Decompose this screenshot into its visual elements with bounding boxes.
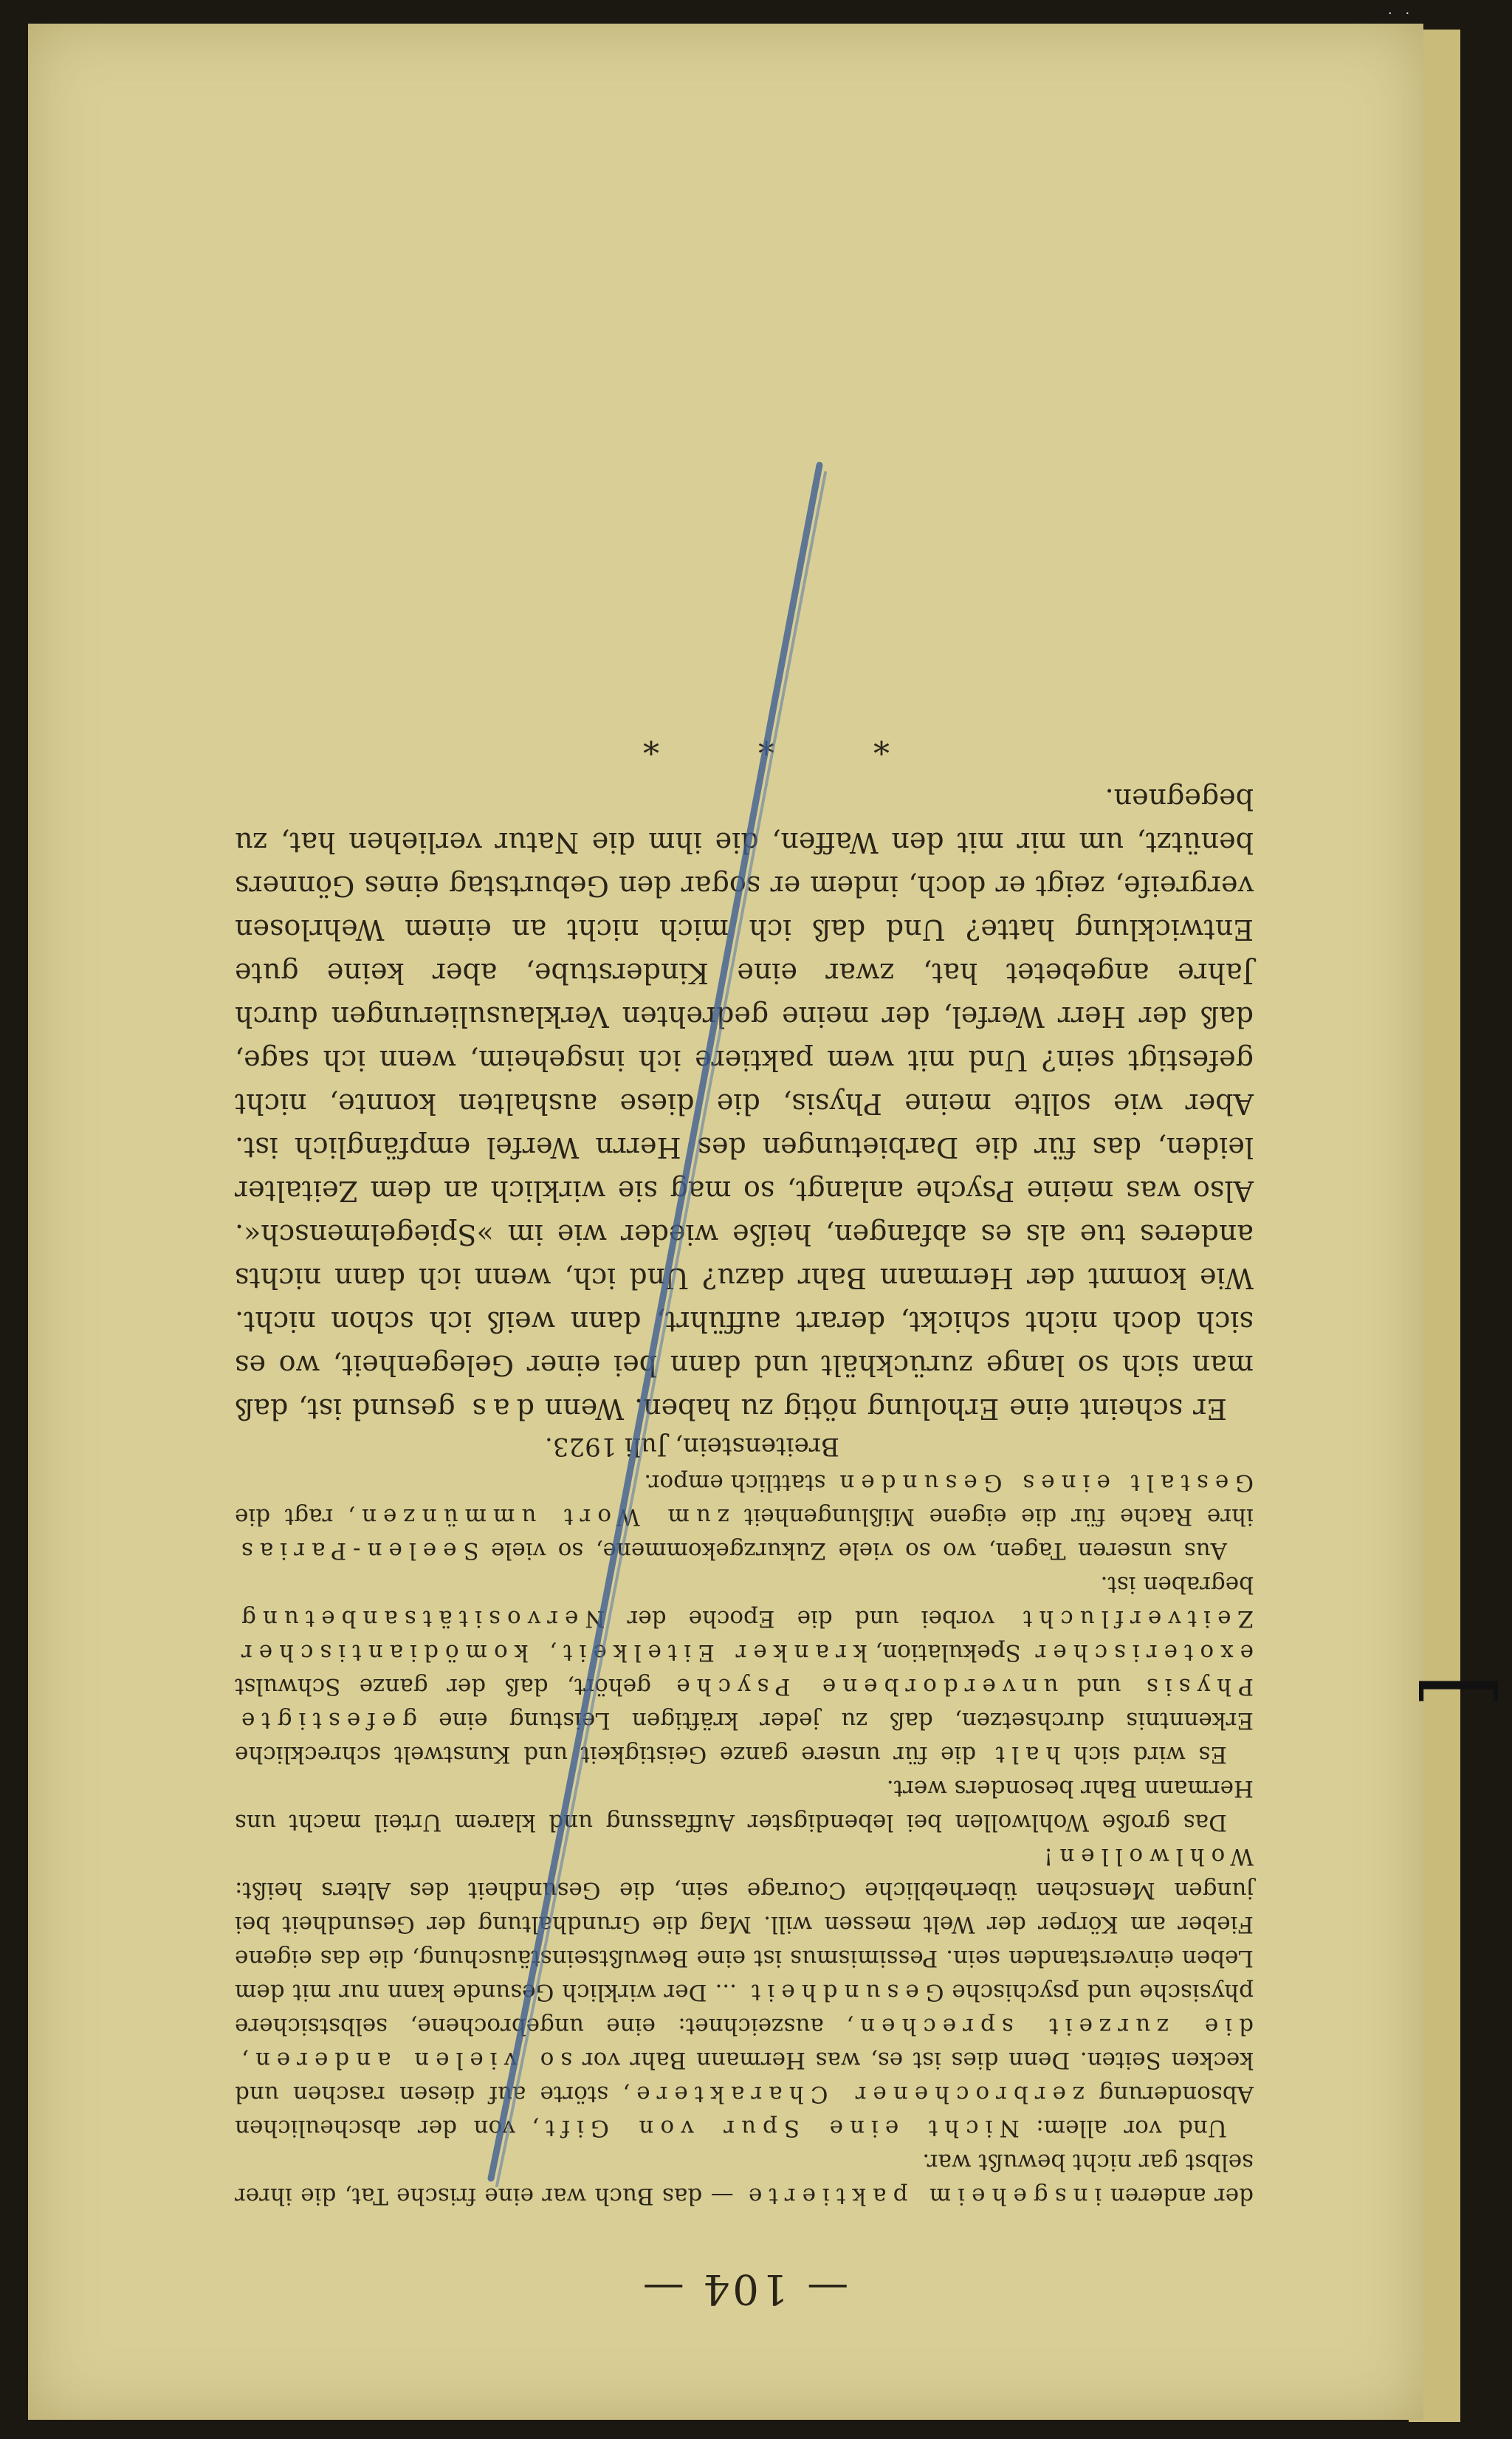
text-run: die für unsere ganze Geistigkeit und Kunstwelt schreckliche Erkenntnis durchsetzen, daß zu jeder kräftigen Leistung eine xyxy=(235,1707,1254,1768)
spaced-emphasis: Seelen-Parias xyxy=(235,1537,479,1564)
text-run: stattlich empor. xyxy=(644,1469,834,1496)
text-run: gehört, daß der ganze Schwulst xyxy=(235,1673,670,1700)
small-type-block xyxy=(235,1466,1254,2213)
upside-down-content xyxy=(28,24,1423,2420)
spaced-emphasis: das xyxy=(465,1393,535,1425)
large-type-block xyxy=(235,777,1254,1430)
corner-mark: · · xyxy=(1388,6,1415,21)
text-run: , von der abscheulichen Absonderung xyxy=(235,2081,1254,2141)
paragraph-5 xyxy=(235,1466,1254,1568)
spaced-emphasis: Wohlwollen xyxy=(1053,1843,1254,1870)
text-run: vorbei und die Epoche der xyxy=(605,1605,1017,1632)
paragraph-main xyxy=(235,777,1254,1430)
text-run: Spekulation, xyxy=(867,1639,1029,1666)
text-run: Das große Wohlwollen bei lebendigster Auffassung und klarem Urteil macht uns Hermann Bahr besonders wert. xyxy=(235,1775,1254,1836)
text-run: ! xyxy=(1043,1843,1054,1870)
spaced-emphasis: Nicht eine Spur von Gift xyxy=(539,2115,1020,2141)
section-stars: * * * xyxy=(599,723,890,761)
spaced-emphasis: halt xyxy=(989,1741,1061,1768)
spaced-emphasis: unverdorbene Psyche xyxy=(670,1673,1059,1700)
text-run: begraben ist. xyxy=(1100,1571,1254,1598)
page-body xyxy=(235,723,1254,2313)
text-run: der anderen xyxy=(1102,2183,1254,2209)
text-run: ihre Rache für die eigene Mißlungenheit xyxy=(729,1503,1254,1530)
text-run: , ragt die xyxy=(234,1503,356,1530)
text-run: , störte auf diesen raschen und kecken Seiten. Denn dies ist es, was Hermann Bahr vor xyxy=(235,2047,1254,2107)
paragraph-3 xyxy=(235,1771,1254,1839)
spaced-emphasis: Gestalt eines Gesunden xyxy=(833,1469,1254,1496)
text-run: , auszeichnet: eine ungebrochene, selbstsichere physische und psychische xyxy=(235,1979,1254,2040)
book-page xyxy=(28,24,1423,2420)
spaced-emphasis: gefestigte Physis xyxy=(235,1673,1254,1734)
text-run: Aus unseren Tagen, wo so viele Zukurzgekommene, so viele xyxy=(478,1537,1227,1564)
spaced-emphasis: zerbrochener Charaktere xyxy=(630,2081,1085,2107)
spaced-emphasis: Gesundheit xyxy=(745,1979,944,2006)
paragraph-2 xyxy=(235,1839,1254,2145)
paragraph-1 xyxy=(235,2145,1254,2213)
page-number: — 104 — xyxy=(639,2265,849,2313)
spaced-emphasis: kranker Eitelkeit, komödiantischer Zeitverflucht xyxy=(234,1605,1254,1666)
place-date: Breitenstein, Juli 1923. xyxy=(545,1432,839,1461)
spaced-emphasis: insgeheim paktierte xyxy=(742,2183,1102,2209)
text-run: ... Der wirklich Gesunde kann nur mit dem Leben einverstanden sein. Pessimismus ist eine Bewußtseinstäuschung, die das eigene Fieber am Körper der Welt messen will. Mag die Grundhaltung der Gesundheit bei jungen Menschen überhebliche Courage sein, die Gesundheit des Alters heißt: xyxy=(234,1877,1254,2006)
text-run: und xyxy=(1058,1673,1140,1700)
paragraph-4 xyxy=(235,1568,1254,1771)
text-run: — das Buch war eine frische Tat, die ihrer selbst gar nicht bewußt war. xyxy=(235,2149,1254,2209)
spaced-emphasis: so vielen anderen, die zurzeit sprechen xyxy=(235,2013,1254,2073)
text-run: Er scheint eine Erholung nötig zu haben. Wenn xyxy=(534,1393,1227,1425)
text-run: gesund ist, daß man sich so lange zurückhält und dann bei einer Gelegenheit, wo es sich doch nicht schickt, derart aufführt, dann weiß ich schon nicht. Wie kommt der Hermann Bahr dazu? Und ich, wenn ich dann nichts anderes tue als es abfangen, heiße wieder wie im »Spiegelmensch«. Also was meine Psyche anlangt, so mag sie wirklich an dem Zeitalter leiden, das für die Darbietungen des Herrn Werfel empfänglich ist. Aber wie sollte meine Physis, die diese aushalten konnte, nicht gefestigt sein? Und mit wem paktiere ich insgeheim, wenn ich sage, daß der Herr Werfel, der meine gedrehten Verklausulierungen durch Jahre angebetet hat, zwar eine Kinderstube, aber keine gute Entwicklung hatte? Und daß ich mich nicht an einem Wehrlosen vergreife, zeigt er doch, indem er sogar den Geburtstag eines Gönners benützt, um mir mit den Waffen, die ihm die Natur verliehen hat, zu begegnen. xyxy=(235,783,1254,1425)
spaced-emphasis: exoterischer xyxy=(1028,1639,1254,1666)
text-run: Es wird sich xyxy=(1060,1741,1227,1768)
margin-note: [ xyxy=(1409,1673,1512,1708)
spaced-emphasis: zum Wort ummünzen xyxy=(355,1503,730,1530)
text-run: Und vor allem: xyxy=(1019,2115,1227,2141)
spaced-emphasis: Nervositätsanbetung xyxy=(235,1605,605,1632)
